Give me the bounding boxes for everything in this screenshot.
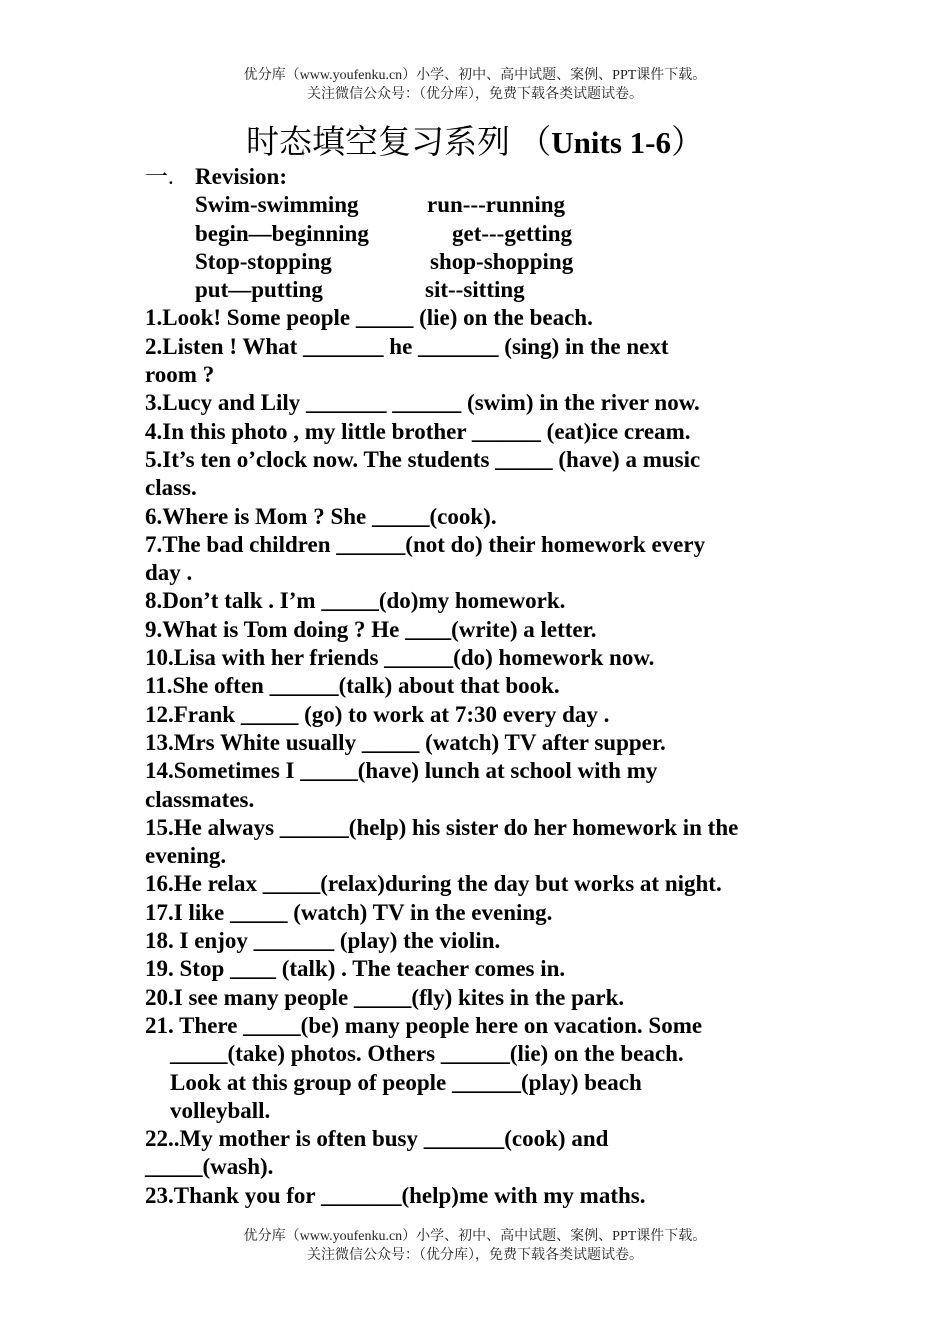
revision-word: begin—beginning — [195, 220, 369, 246]
question-line: day . — [145, 560, 193, 586]
section-number: 一. — [145, 164, 174, 189]
question-line: 4.In this photo , my little brother ______ (eat)ice cream. — [145, 418, 691, 444]
question-line: evening. — [145, 843, 227, 869]
question-line: 5.It’s ten o’clock now. The students _____ (have) a music — [145, 446, 701, 472]
question-line: classmates. — [145, 786, 255, 812]
title-chinese: 时态填空复习系列 （ — [246, 125, 552, 161]
question-line: volleyball. — [170, 1097, 271, 1123]
exercise-content — [145, 163, 825, 1210]
question-line: 18. I enjoy _______ (play) the violin. — [145, 928, 501, 954]
title-units: Units 1-6 — [551, 125, 671, 160]
question-line: 23.Thank you for _______(help)me with my maths. — [145, 1182, 646, 1208]
revision-word: sit--sitting — [425, 277, 525, 303]
question-line: 1.Look! Some people _____ (lie) on the beach. — [145, 305, 593, 331]
revision-row — [145, 276, 825, 304]
question-line: 17.I like _____ (watch) TV in the evening. — [145, 899, 553, 925]
question-line: 3.Lucy and Lily _______ ______ (swim) in the river now. — [145, 390, 700, 416]
section-title: Revision: — [195, 164, 287, 189]
page-footer — [0, 1227, 950, 1265]
footer-line-2: 关注微信公众号：（优分库），免费下载各类试题试卷。 — [307, 1248, 643, 1263]
title-close: ） — [670, 125, 704, 161]
question-line: 16.He relax _____(relax)during the day but works at night. — [145, 871, 722, 897]
question-line: class. — [145, 475, 197, 501]
revision-word: run---running — [427, 192, 566, 218]
question-line: 10.Lisa with her friends ______(do) homework now. — [145, 645, 655, 671]
header-line-2: 关注微信公众号：（优分库），免费下载各类试题试卷。 — [307, 87, 643, 102]
question-line: 9.What is Tom doing ? He ____(write) a letter. — [145, 616, 597, 642]
question-line: 15.He always ______(help) his sister do her homework in the — [145, 814, 739, 840]
question-line: 22..My mother is often busy _______(cook) and — [145, 1126, 609, 1152]
question-line: 13.Mrs White usually _____ (watch) TV after supper. — [145, 729, 666, 755]
footer-line-1: 优分库（www.youfenku.cn）小学、初中、高中试题、案例、PPT课件下载。 — [243, 1229, 707, 1244]
header-line-1: 优分库（www.youfenku.cn）小学、初中、高中试题、案例、PPT课件下载。 — [243, 68, 707, 83]
revision-word: shop-shopping — [430, 248, 574, 274]
revision-word: put—putting — [195, 277, 323, 303]
revision-row — [145, 191, 825, 219]
revision-row — [145, 248, 825, 276]
revision-word: Swim-swimming — [195, 192, 359, 218]
question-line: 12.Frank _____ (go) to work at 7:30 every day . — [145, 701, 610, 727]
question-line: 14.Sometimes I _____(have) lunch at school with my — [145, 758, 658, 784]
question-line: 11.She often ______(talk) about that book. — [145, 673, 560, 699]
revision-word: get---getting — [452, 220, 573, 246]
question-line: 20.I see many people _____(fly) kites in the park. — [145, 984, 625, 1010]
question-line: room ? — [145, 362, 215, 388]
question-line: 2.Listen ! What _______ he _______ (sing) in the next — [145, 333, 669, 359]
revision-word: Stop-stopping — [195, 248, 332, 274]
section-heading — [145, 163, 825, 191]
page-header — [0, 66, 950, 104]
question-line: 8.Don’t talk . I’m _____(do)my homework. — [145, 588, 566, 614]
question-line: _____(take) photos. Others ______(lie) on the beach. — [170, 1041, 684, 1067]
question-line: 21. There _____(be) many people here on vacation. Some — [145, 1012, 703, 1038]
question-line: 7.The bad children ______(not do) their homework every — [145, 531, 706, 557]
question-line: 19. Stop ____ (talk) . The teacher comes in. — [145, 956, 566, 982]
question-line: 6.Where is Mom ? She _____(cook). — [145, 503, 497, 529]
question-line: _____(wash). — [145, 1154, 274, 1180]
question-line: Look at this group of people ______(play) beach — [170, 1069, 642, 1095]
document-title — [0, 122, 950, 164]
revision-row — [145, 220, 825, 248]
